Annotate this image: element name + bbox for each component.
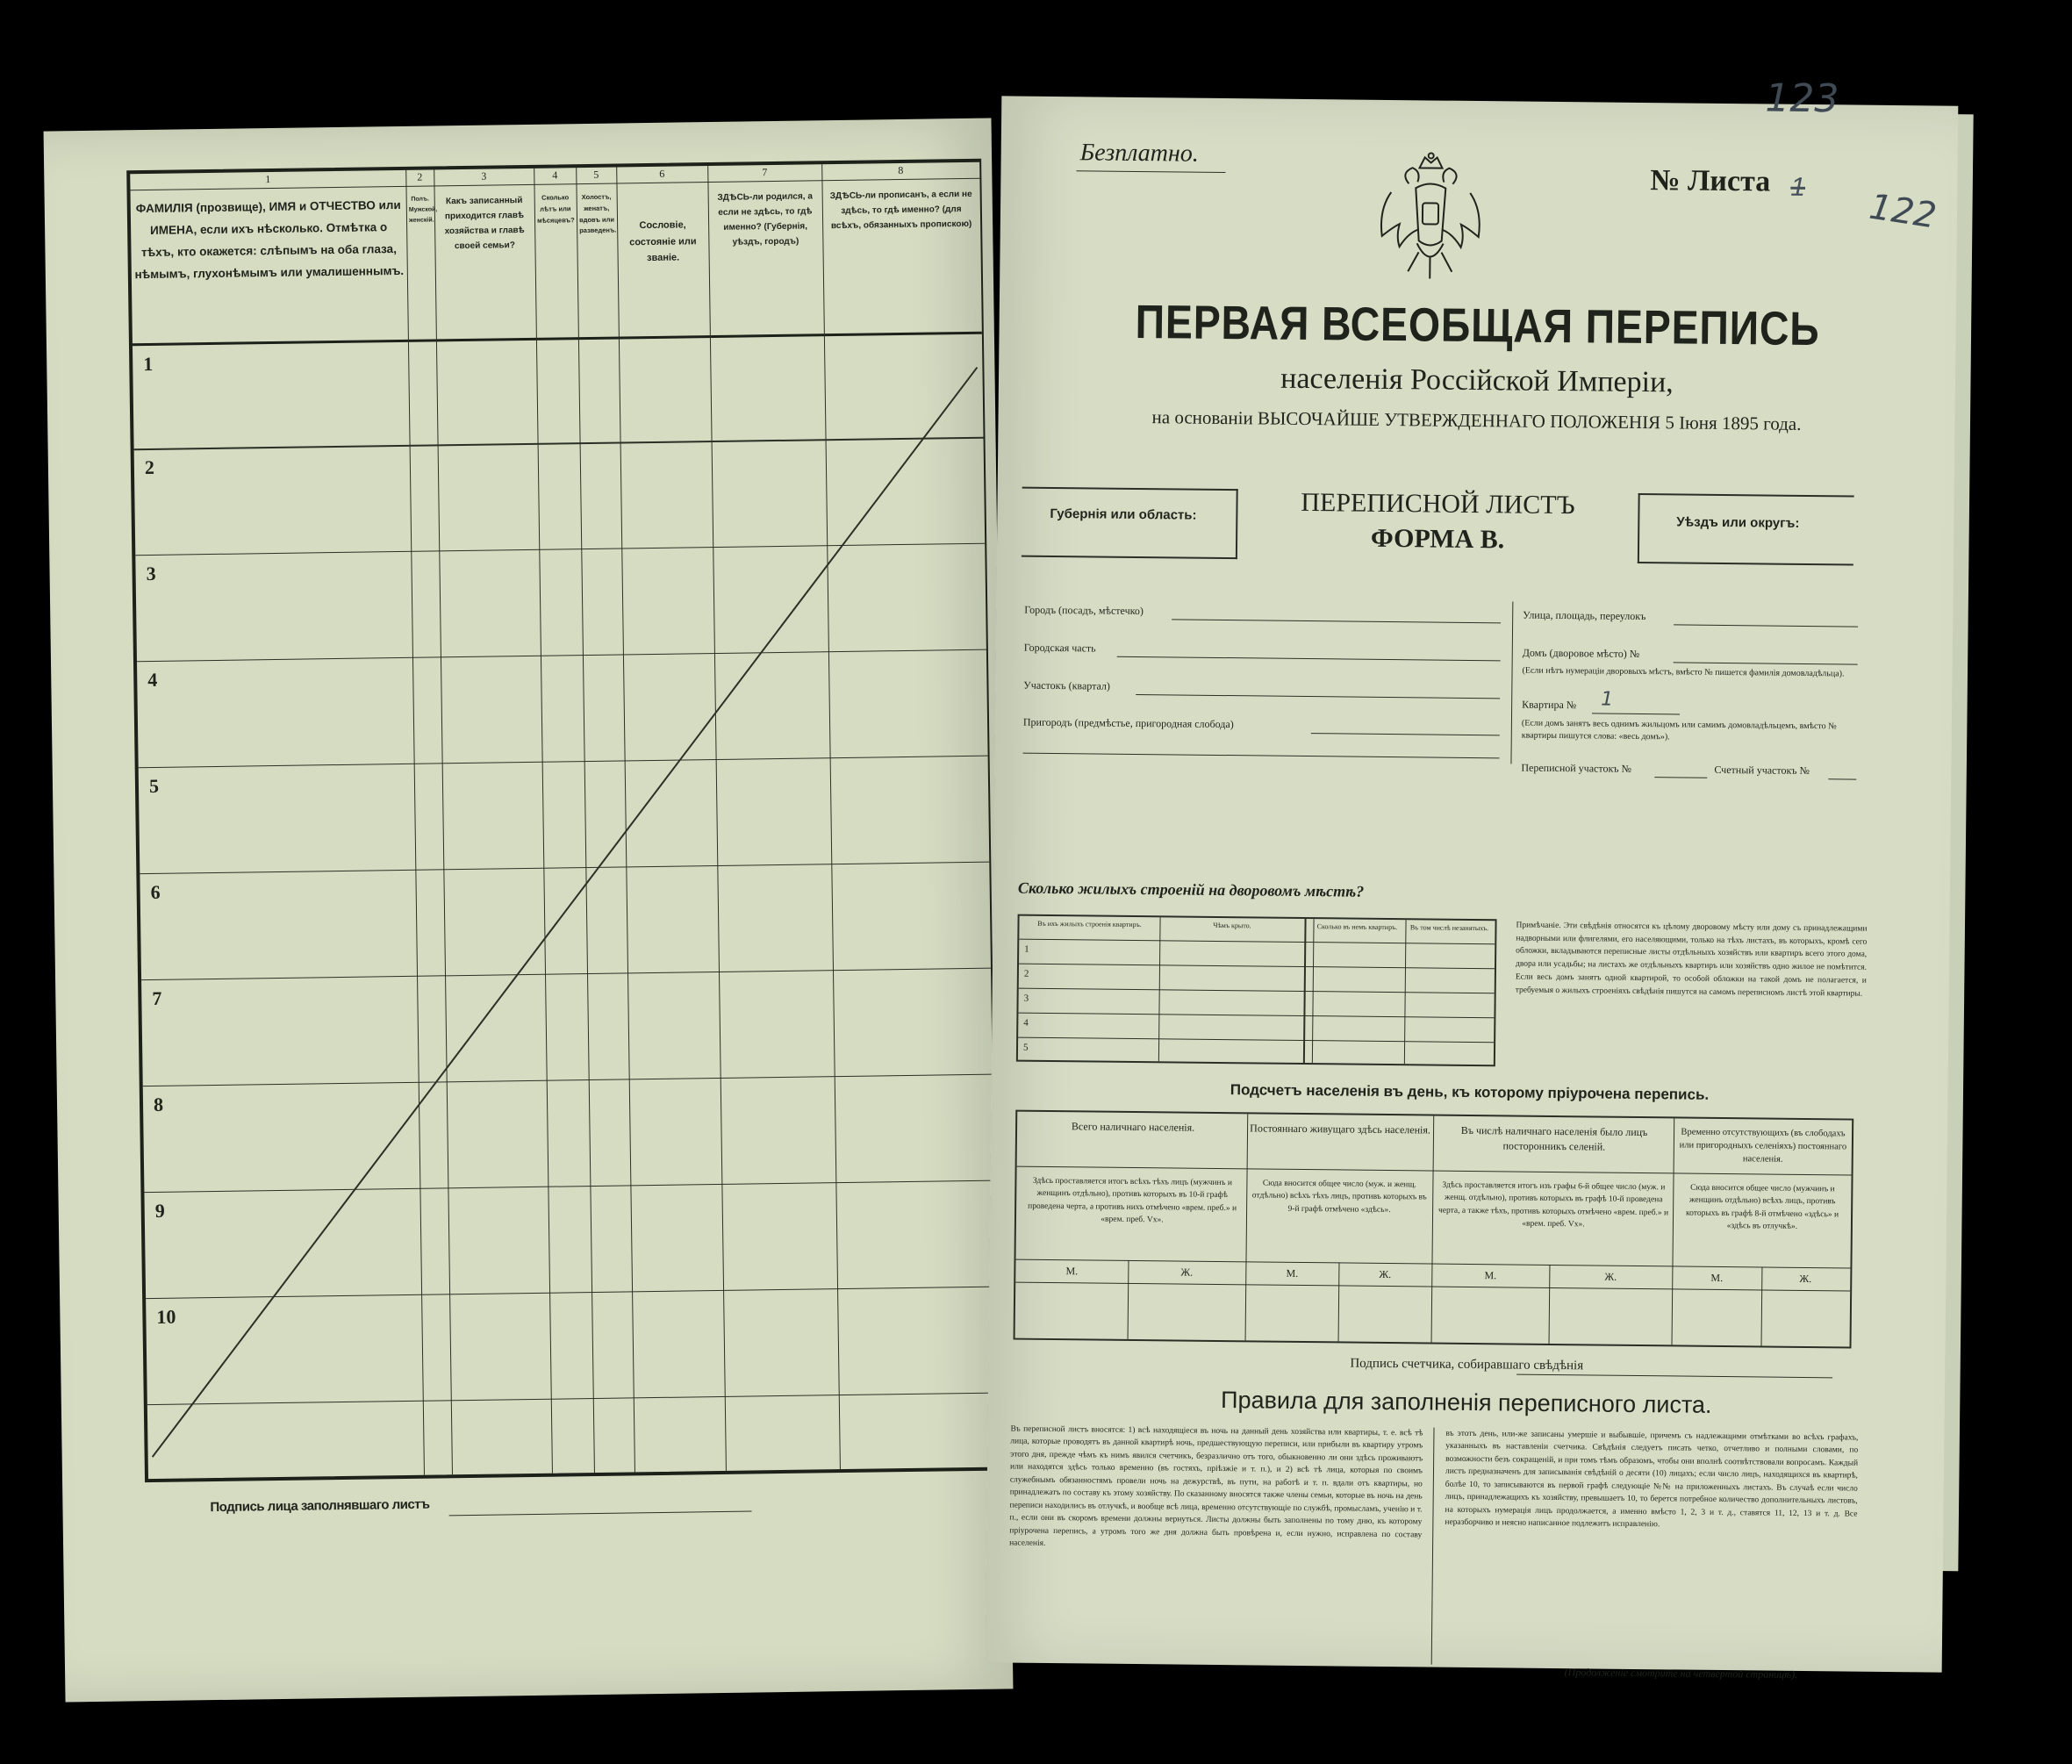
col-number: 7 <box>762 166 768 179</box>
row-number: 7 <box>152 986 162 1009</box>
col-number: 5 <box>593 168 599 181</box>
female-label: Ж. <box>1379 1267 1392 1281</box>
row-divider <box>1019 964 1495 970</box>
street-field-label: Улица, площадь, переулокъ <box>1523 608 1646 623</box>
city-part-field-line <box>1117 656 1501 662</box>
male-label: М. <box>1065 1265 1079 1278</box>
col-number: 2 <box>417 170 423 183</box>
column-divider <box>1672 1118 1675 1345</box>
rules-divider <box>1431 1428 1435 1665</box>
apartment-value: 1 <box>1601 688 1614 711</box>
census-section-label: Переписной участокъ № <box>1521 761 1632 775</box>
dwelling-row-number: 1 <box>1024 943 1029 955</box>
enumerator-signature-label: Подпись счетчика, собиравшаго свѣдѣнія <box>1350 1356 1584 1373</box>
precinct-field-label: Участокъ (квартал) <box>1023 678 1111 692</box>
row-number: 4 <box>147 668 158 692</box>
dwellings-note: Примѣчаніе. Эти свѣдѣнія относятся къ цѣлому дворовому мѣсту или дому съ принадлежащими надворными или флигелями, его населяющими, только на тѣхъ листахъ, въ которыхъ, кромѣ сего обложки, вкладываются переписные листы отдѣльныхъ хозяйствъ или квартиръ всего этого дома, двора или усадьбы; на листахъ же отдѣльныхъ квартиръ или хозяйствъ одно жилое не помѣтится. Если весь домъ занятъ одной квартирой, то особой обложки на такой домъ не полагается, и требуемыя о жилыхъ строеніяхъ свѣдѣнія пишутся на самомъ переписномъ листѣ этой квартиры. <box>1515 921 1868 999</box>
col-number: 1 <box>265 173 271 186</box>
counting-section-line <box>1828 778 1856 779</box>
address-divider <box>1510 601 1513 764</box>
district-box <box>1638 493 1854 566</box>
female-label: Ж. <box>1799 1272 1812 1286</box>
row-divider <box>1017 1166 1852 1176</box>
count-column-description: Здѣсь проставляется итогъ изъ графы 6-й общее число (муж. и женщ. отдѣльно), противъ которыхъ въ графѣ 10-й проведена черта, а также тѣхъ, противъ которыхъ отмѣчено «врем. преб.» и «врем. преб. Vх». <box>1438 1180 1669 1230</box>
col-number: 3 <box>481 169 487 183</box>
row-number: 2 <box>144 455 155 479</box>
diagonal-strike-line <box>130 162 998 1479</box>
population-count-table <box>1014 1110 1854 1349</box>
row-divider <box>1018 1013 1494 1019</box>
right-page <box>986 75 1959 1681</box>
suburb-field-label: Пригородъ (предмѣстье, пригородная слобода) <box>1022 715 1234 731</box>
dwellings-question: Сколько жилыхъ строеній на дворовомъ мѣстѣ? <box>1017 878 1365 900</box>
col-number: 4 <box>552 169 558 182</box>
house-field-note: (Если нѣтъ нумераціи дворовыхъ мѣстъ, вмѣсто № пишется фамилія домовладѣльца). <box>1522 665 1845 679</box>
header-registration-column: ЗДѢСЬ-ли прописанъ, а если не здѣсь, то гдѣ именно? (для всѣхъ, обязанныхъ пропискою) <box>829 189 972 232</box>
male-label: М. <box>1710 1271 1724 1285</box>
suburb-field-line <box>1311 733 1500 735</box>
count-column-description: Сюда вносится общее число (муж. и женщ. отдѣльно) всѣхъ тѣхъ лицъ, противъ которыхъ въ 9-й графѣ отмѣчено «здѣсь». <box>1251 1179 1427 1215</box>
row-divider <box>1019 988 1495 994</box>
counting-section-label: Счетный участокъ № <box>1714 763 1810 778</box>
header-relation-column: Какъ записанный приходится главѣ хозяйства и главѣ своей семьи? <box>444 196 525 252</box>
continuation-note: (Продолженіе смотрите на четвертой страницѣ). <box>1564 1666 1798 1681</box>
handwritten-archive-number: 123 <box>1765 75 1839 122</box>
document-main-title: ПЕРВАЯ ВСЕОБЩАЯ ПЕРЕПИСЬ <box>1135 295 1820 356</box>
double-headed-eagle-emblem-icon <box>1373 148 1488 290</box>
left-page <box>44 118 1014 1703</box>
census-persons-table <box>126 159 1000 1482</box>
census-form-type: ФОРМА В. <box>1370 523 1505 555</box>
sheet-number-label: № Листа <box>1650 164 1771 198</box>
rules-text-column-1: Въ переписной листъ вносятся: 1) всѣ находящіеся въ ночь на данный день хозяйства или квартиры, т. е. всѣ тѣ лица, которые проводятъ въ данной квартирѣ ночь, предшествующую переписи, или прибыли въ квартиру утромъ этого дня, прежде чѣмъ къ нимъ явился счетчикъ, безразлично отъ того, обыкновенно ли они здѣсь проживаютъ или находятся здѣсь только временно (въ гостяхъ, пріѣзжіе и т. п.), и 2) всѣ тѣ лица, которыя по своимъ служебнымъ обязанностямъ провели ночь на дежурствѣ, въ пути, на работѣ и т. п. вдали отъ квартиры, но принадлежатъ по составу къ этому хозяйству. По сказанному вносятся также члены семьи, которые въ ночь на день переписи находились въ отлучкѣ, и вообще всѣ лица, временно отсутствующіе по службѣ, промысламъ, ученію и т. п., если они въ скоромъ времени должны вернуться. Листы должны быть заполнены по тому дню, къ которому пріурочена перепись, а утромъ того же дня должна быть провѣрена и, если нужно, исправлена по составу населенія. <box>1009 1424 1423 1548</box>
filler-signature-label: Подпись лица заполнявшаго листъ <box>210 1496 430 1516</box>
city-field-line <box>1172 619 1501 623</box>
suburb-field-line-2 <box>1023 753 1500 759</box>
row-divider <box>1018 1037 1494 1043</box>
row-number: 5 <box>148 774 160 798</box>
row-number: 3 <box>146 562 156 585</box>
census-section-line <box>1654 777 1707 778</box>
rules-title: Правила для заполненія переписного листа. <box>1220 1387 1712 1418</box>
dwellings-header: Сколько въ немъ квартиръ. <box>1316 922 1398 932</box>
count-column-description: Здѣсь проставляется итогъ всѣхъ тѣхъ лицъ (мужчинъ и женщинъ отдѣльно), противъ которыхъ въ 10-й графѣ проведена черта, а противъ нихъ отмѣчено «врем. преб.» и «врем. преб. Vх». <box>1028 1176 1237 1225</box>
house-field-line <box>1674 662 1858 664</box>
dwellings-table <box>1016 914 1497 1067</box>
header-name-column: ФАМИЛІЯ (прозвище), ИМЯ и ОТЧЕСТВО или ИМЕНА, если ихъ нѣсколько. Отмѣтка о тѣхъ, кто окажется: слѣпымъ на оба глаза, нѣмымъ, глухонѣмымъ или умалишеннымъ. <box>134 197 405 282</box>
city-part-field-label: Городская часть <box>1023 641 1096 655</box>
count-column-header: Всего наличнаго населенія. <box>1071 1120 1195 1134</box>
dwelling-row-number: 3 <box>1023 993 1029 1004</box>
apartment-field-line <box>1592 713 1680 714</box>
document-legal-basis: на основаніи ВЫСОЧАЙШЕ УТВЕРЖДЕННАГО ПОЛОЖЕНІЯ 5 Іюня 1895 года. <box>1151 406 1802 434</box>
row-number: 6 <box>150 880 161 904</box>
precinct-field-line <box>1136 694 1500 699</box>
row-number: 8 <box>153 1093 164 1115</box>
dwellings-header: Въ том числѣ незанятыхъ. <box>1409 923 1489 933</box>
dwelling-row-number: 2 <box>1023 968 1029 979</box>
form-header-box <box>1022 487 1854 566</box>
row-number: 9 <box>154 1199 165 1222</box>
row-number: 10 <box>156 1305 176 1328</box>
handwritten-page-number: 122 <box>1867 186 1939 237</box>
header-marital-column: Холостъ, женатъ, вдовъ или разведенъ. <box>578 192 617 235</box>
header-age-column: Сколько лѣтъ или мѣсяцевъ? <box>536 193 575 225</box>
document-subtitle: населенія Россійской Имперіи, <box>1280 362 1674 399</box>
dwellings-header: Въ ихъ жилыхъ строенія квартиръ. <box>1037 919 1142 929</box>
dwelling-row-number: 5 <box>1022 1042 1029 1053</box>
population-count-title: Подсчетъ населенія въ день, къ которому пріурочена перепись. <box>1230 1081 1710 1103</box>
count-column-description: Сюда вносится общее число (мужчинъ и женщинъ отдѣльно) всѣхъ лицъ, противъ которыхъ въ графѣ 8-й отмѣчено «здѣсь» и «здѣсь въ отлучкѣ». <box>1686 1183 1839 1231</box>
census-sheet-title: ПЕРЕПИСНОЙ ЛИСТЪ <box>1301 487 1575 520</box>
district-label: Уѣздъ или округъ: <box>1676 514 1800 531</box>
male-label: М. <box>1484 1269 1497 1282</box>
apartment-field-label: Квартира № <box>1522 698 1577 712</box>
province-label: Губернія или область: <box>1050 506 1197 523</box>
male-label: М. <box>1286 1266 1299 1280</box>
header-estate-column: Сословіе, состояніе или званіе. <box>629 219 697 264</box>
street-field-line <box>1674 624 1858 627</box>
house-field-label: Домъ (дворовое мѣсто) № <box>1522 646 1640 660</box>
sheet-number-value: 1 <box>1790 172 1806 202</box>
row-divider <box>1019 939 1495 945</box>
header-sex-column: Полъ. Мужской, женскій. <box>408 196 438 224</box>
count-column-header: Временно отсутствующихъ (въ слободахъ или пригородныхъ селеніяхъ) постояннаго населенія. <box>1679 1127 1847 1165</box>
dwelling-row-number: 4 <box>1023 1017 1029 1029</box>
count-column-header: Въ числѣ наличнаго населенія было лицъ посторонникъ селеній. <box>1460 1123 1648 1154</box>
rules-text-column-2: въ этотъ день, или-же записаны умершіе и выбывшіе, причемъ съ надлежащими отмѣтками во всѣхъ графахъ, указанныхъ въ наставленіи счетчика. Свѣдѣнія следуетъ писать четко, отчетливо и полными словами, по возможности безъ сокращеній, и при томъ тѣмъ образомъ, чтобы они вполнѣ соотвѣтствовали вопросамъ. Каждый листъ предназначенъ для записыванія свѣдѣній о десяти (10) лицахъ; если число лицъ, находящихся въ квартирѣ, болѣе 10, то записываются въ первой графѣ следующіе №№ на приложенныхъ листахъ. Въ случаѣ если число лицъ, принадлежащихъ къ хозяйству, превышаетъ 10, то берется потребное количество дополнительныхъ листовъ, на которыхъ нумерація лицъ продолжается, а именно вмѣсто 1, 2, 3 и т. д., ставятся 11, 12, 13 и т. д. Все неразборчиво и неясно написанное подлежитъ исправленію. <box>1445 1429 1859 1530</box>
free-of-charge-label: Безплатно. <box>1079 139 1200 168</box>
female-label: Ж. <box>1180 1266 1194 1279</box>
city-field-label: Городъ (посадъ, мѣстечко) <box>1024 603 1144 618</box>
free-underline <box>1076 170 1225 173</box>
dwellings-header: Чѣмъ крыто. <box>1213 921 1251 930</box>
province-box <box>1022 487 1238 560</box>
column-divider <box>1431 1116 1435 1343</box>
column-divider <box>1245 1114 1249 1340</box>
col-number: 6 <box>659 167 665 180</box>
signature-line <box>449 1511 752 1517</box>
col-number: 8 <box>898 163 904 177</box>
header-birthplace-column: ЗДѢСЬ-ли родился, а если не здѣсь, то гдѣ именно? (Губернія, уѣздъ, городъ) <box>717 191 813 247</box>
female-label: Ж. <box>1604 1270 1617 1283</box>
row-number: 1 <box>143 352 154 376</box>
apartment-field-note: (Если домъ занятъ весь однимъ жильцомъ или самимъ домовладѣльцемъ, вмѣсто № квартиры пишутся слова: «весь домъ»). <box>1521 718 1837 742</box>
count-column-header: Постояннаго живущаго здѣсь населенія. <box>1250 1122 1430 1137</box>
